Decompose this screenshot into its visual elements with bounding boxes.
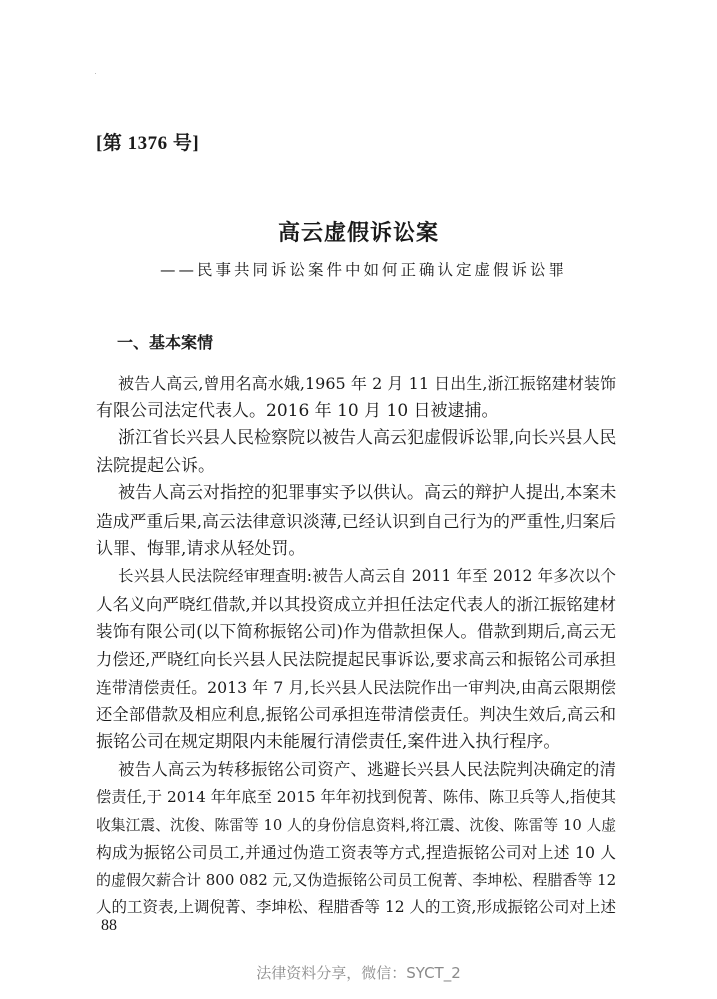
paragraph-line: 浙江省长兴县人民检察院以被告人高云犯虚假诉讼罪,向长兴县人民 <box>118 428 616 449</box>
paragraph-line: 收集江震、沈俊、陈雷等 10 人的身份信息资料,将江震、沈俊、陈雷等 10 人虚 <box>96 816 616 834</box>
paragraph-line: 长兴县人民法院经审理查明:被告人高云自 2011 年至 2012 年多次以个 <box>118 567 616 586</box>
body-text <box>96 370 616 922</box>
page-number: 88 <box>101 917 117 934</box>
paragraph-line: 振铭公司在规定期限内未能履行清偿责任,案件进入执行程序。 <box>96 731 561 752</box>
case-title: 高云虚假诉讼案 <box>277 220 439 246</box>
paragraph-line: 连带清偿责任。2013 年 7 月,长兴县人民法院作出一审判决,由高云限期偿 <box>96 677 616 697</box>
case-subtitle: ——民事共同诉讼案件中如何正确认定虚假诉讼罪 <box>159 261 567 279</box>
paragraph-line: 偿责任,于 2014 年年底至 2015 年年初找到倪菁、陈伟、陈卫兵等人,指使其 <box>96 787 616 806</box>
paragraph-line: 构成为振铭公司员工,并通过伪造工资表等方式,捏造振铭公司对上述 10 人 <box>96 843 616 863</box>
speck <box>95 73 96 74</box>
paragraph-line: 人的工资表,上调倪菁、李坤松、程腊香等 12 人的工资,形成振铭公司对上述 <box>96 898 616 917</box>
paragraph-line: 认罪、悔罪,请求从轻处罚。 <box>96 538 306 559</box>
watermark-text: 法律资料分享，微信：SYCT_2 <box>256 964 461 982</box>
paragraph-line: 人名义向严晓红借款,并以其投资成立并担任法定代表人的浙江振铭建材 <box>96 594 616 614</box>
paragraph-line: 被告人高云为转移振铭公司资产、逃避长兴县人民法院判决确定的清 <box>118 760 616 780</box>
paragraph-line: 法院提起公诉。 <box>96 455 215 476</box>
paragraph-line: 力偿还,严晓红向长兴县人民法院提起民事诉讼,要求高云和振铭公司承担 <box>96 649 616 669</box>
paragraph-line: 被告人高云,曾用名高水娥,1965 年 2 月 11 日出生,浙江振铭建材装饰 <box>118 374 616 393</box>
paragraph-line: 被告人高云对指控的犯罪事实予以供认。高云的辩护人提出,本案未 <box>118 483 616 504</box>
paragraph-line: 还全部借款及相应利息,振铭公司承担连带清偿责任。判决生效后,高云和 <box>96 705 616 725</box>
paragraph-line: 有限公司法定代表人。2016 年 10 月 10 日被逮捕。 <box>96 400 499 421</box>
paragraph-line: 装饰有限公司(以下简称振铭公司)作为借款担保人。借款到期后,高云无 <box>96 622 616 642</box>
paragraph-line: 造成严重后果,高云法律意识淡薄,已经认识到自己行为的严重性,归案后 <box>96 510 616 531</box>
paragraph-line: 的虚假欠薪合计 800 082 元,又伪造振铭公司员工倪菁、李坤松、程腊香等 12 <box>96 870 616 889</box>
case-number: [第 1376 号] <box>96 133 200 154</box>
section-heading: 一、基本案情 <box>117 333 214 352</box>
